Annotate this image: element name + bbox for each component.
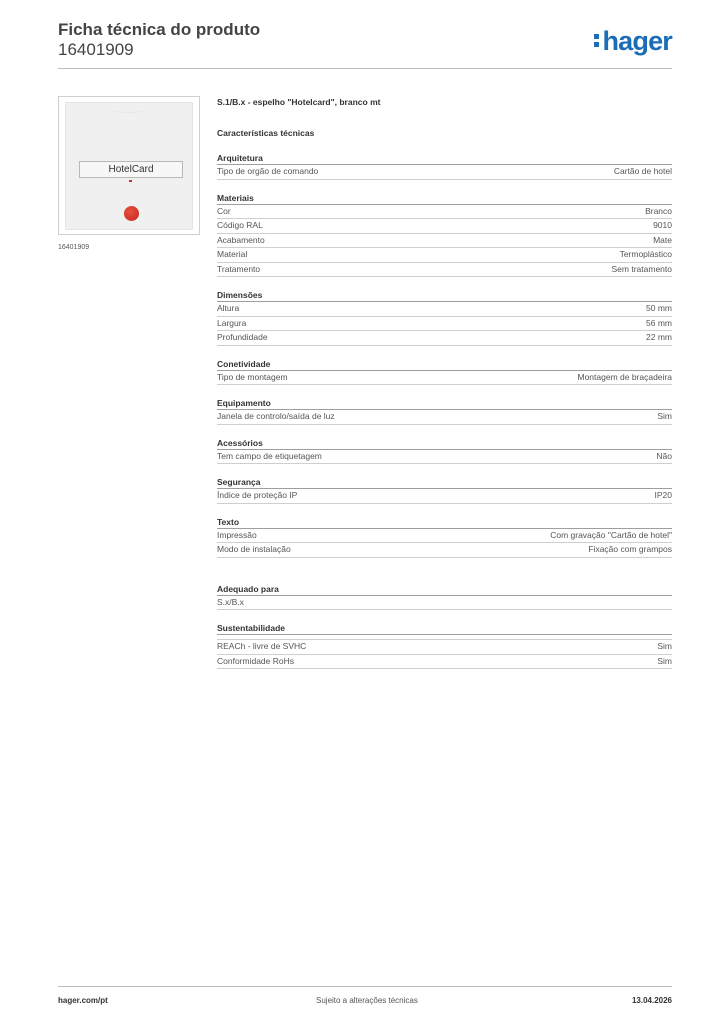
spec-row xyxy=(217,248,672,263)
suitable-value: S.x/B.x xyxy=(217,596,244,607)
spec-value: 50 mm xyxy=(646,303,672,313)
sustainability-section xyxy=(217,622,672,669)
spec-row xyxy=(217,302,672,317)
product-code: 16401909 xyxy=(58,40,134,59)
suitable-row xyxy=(217,596,672,611)
sustainability-title: Sustentabilidade xyxy=(217,622,672,635)
spec-value: Branco xyxy=(645,205,672,216)
spec-group-title: Texto xyxy=(217,516,672,529)
footer-divider xyxy=(58,986,672,987)
spec-row xyxy=(217,205,672,220)
spec-value: Com gravação "Cartão de hotel" xyxy=(550,529,672,540)
plate-notch xyxy=(109,102,149,113)
spec-value: Fixação com grampos xyxy=(588,544,672,554)
hotelcard-label-window: HotelCard xyxy=(79,161,183,178)
spec-group-title: Segurança xyxy=(217,476,672,489)
spec-label: Impressão xyxy=(217,529,257,540)
spec-group-title: Arquitetura xyxy=(217,152,672,165)
spec-group-title: Materiais xyxy=(217,192,672,205)
spec-label: Cor xyxy=(217,205,231,216)
spec-value: Montagem de braçadeira xyxy=(577,371,672,382)
spec-row xyxy=(217,263,672,278)
spec-group xyxy=(217,152,672,180)
suitable-title: Adequado para xyxy=(217,583,672,596)
spec-label: Altura xyxy=(217,303,240,313)
spec-value: Mate xyxy=(653,234,672,245)
spec-label: Material xyxy=(217,249,248,259)
footer-website-link[interactable]: hager.com/pt xyxy=(58,996,108,1005)
spec-label: Tipo de orgão de comando xyxy=(217,166,319,176)
spec-group xyxy=(217,358,672,386)
spec-label: Modo de instalação xyxy=(217,544,291,554)
logo-dots-icon xyxy=(594,31,600,50)
spec-label: Índice de proteção IP xyxy=(217,490,298,500)
spec-row xyxy=(217,371,672,386)
spec-value: Não xyxy=(656,450,672,461)
spec-value: Sem tratamento xyxy=(611,263,672,274)
footer-date: 13.04.2026 xyxy=(631,996,672,1005)
spec-label: Acabamento xyxy=(217,234,265,245)
spec-row xyxy=(217,450,672,465)
spec-value: Sim xyxy=(657,641,672,651)
spec-group-title: Dimensões xyxy=(217,289,672,302)
spec-label: Tipo de montagem xyxy=(217,371,288,382)
red-led-icon xyxy=(124,206,139,221)
spec-value: Termoplástico xyxy=(619,249,672,259)
spec-value: 56 mm xyxy=(646,317,672,328)
spec-group xyxy=(217,476,672,504)
spec-row xyxy=(217,410,672,425)
spec-row xyxy=(217,529,672,544)
spec-row xyxy=(217,331,672,346)
spec-group-title: Conetividade xyxy=(217,358,672,371)
spec-value: Cartão de hotel xyxy=(613,166,672,176)
image-caption: 16401909 xyxy=(58,244,90,251)
spec-row xyxy=(217,317,672,332)
spec-value: Sim xyxy=(657,411,672,421)
spec-row xyxy=(217,640,672,655)
spec-value: 9010 xyxy=(653,220,672,230)
spec-group xyxy=(217,437,672,465)
spec-group-title: Acessórios xyxy=(217,437,672,450)
logo-text: hager xyxy=(602,26,672,56)
spec-row xyxy=(217,219,672,234)
product-image xyxy=(58,96,200,235)
spec-content xyxy=(217,97,672,669)
spec-label: Código RAL xyxy=(217,220,263,230)
spec-group xyxy=(217,397,672,425)
page-header xyxy=(58,20,260,60)
spec-label: REACh - livre de SVHC xyxy=(217,641,307,651)
spec-row xyxy=(217,543,672,558)
spec-label: Conformidade RoHs xyxy=(217,655,295,666)
spec-row xyxy=(217,655,672,670)
spec-group xyxy=(217,516,672,558)
page-title: Ficha técnica do produto xyxy=(58,20,261,39)
spec-label: Profundidade xyxy=(217,332,268,342)
spec-label: Janela de controlo/saída de luz xyxy=(217,411,335,421)
spec-label: Largura xyxy=(217,317,247,328)
spec-value: IP20 xyxy=(654,490,672,500)
footer-notice: Sujeito a alterações técnicas xyxy=(316,996,418,1005)
indicator-tick xyxy=(129,180,132,182)
suitable-section xyxy=(217,583,672,611)
spec-value: 22 mm xyxy=(646,332,672,342)
spec-group-title: Equipamento xyxy=(217,397,672,410)
spec-value: Sim xyxy=(657,655,672,666)
spec-label: Tratamento xyxy=(217,263,261,274)
spec-label: Tem campo de etiquetagem xyxy=(217,450,322,461)
cover-plate-illustration xyxy=(65,102,193,230)
spec-groups xyxy=(217,152,672,558)
spec-group xyxy=(217,192,672,278)
spec-row xyxy=(217,165,672,180)
header-divider xyxy=(58,68,672,69)
product-name: S.1/B.x - espelho "Hotelcard", branco mt xyxy=(217,97,381,107)
hager-logo xyxy=(594,26,672,57)
spec-row xyxy=(217,234,672,249)
spec-row xyxy=(217,489,672,504)
characteristics-title: Características técnicas xyxy=(217,128,315,138)
spec-group xyxy=(217,289,672,346)
